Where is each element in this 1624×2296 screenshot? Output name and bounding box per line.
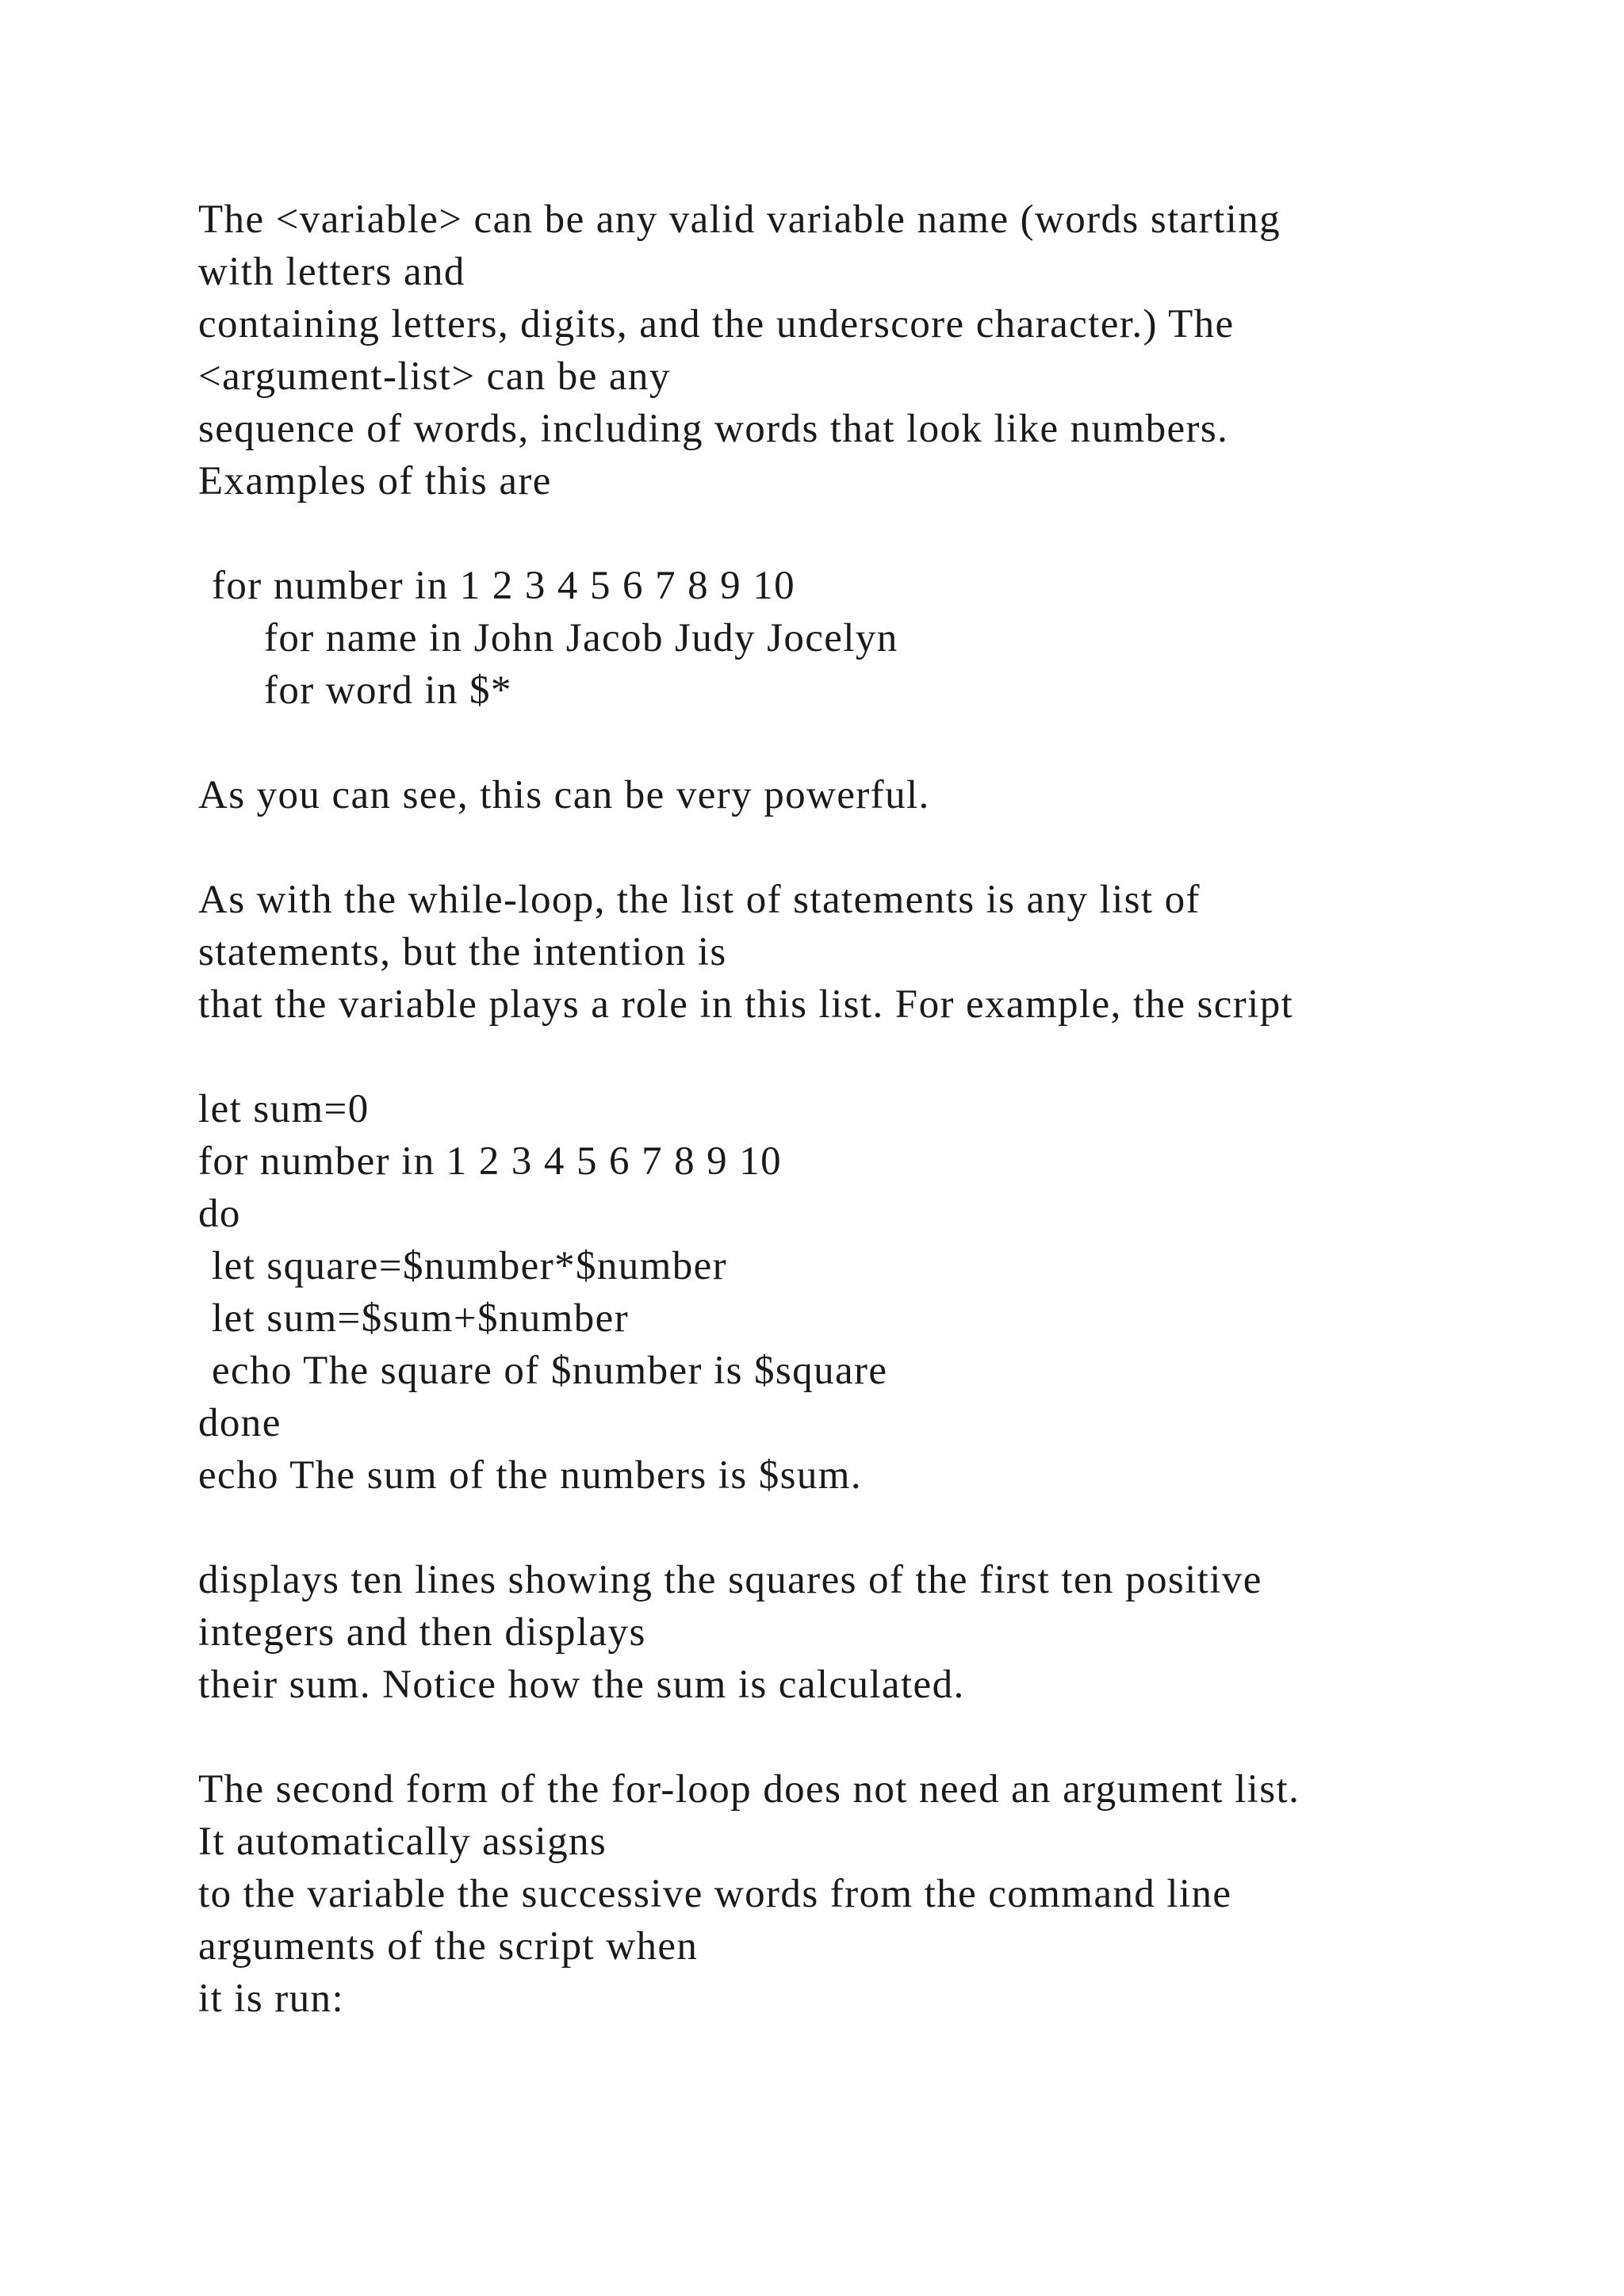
text-line: As you can see, this can be very powerful. — [198, 773, 930, 817]
script-line: echo The square of $number is $square — [212, 1349, 888, 1393]
script-line: do — [198, 1192, 241, 1236]
paragraph-second-form — [198, 1763, 1546, 2025]
paragraph-gap — [198, 1502, 1546, 1554]
paragraph-powerful — [198, 769, 1546, 821]
text-line: containing letters, digits, and the underscore character.) The — [198, 302, 1235, 346]
paragraph-gap — [198, 717, 1546, 769]
paragraph-gap — [198, 1031, 1546, 1083]
text-line: arguments of the script when — [198, 1924, 699, 1969]
text-line: Examples of this are — [198, 459, 552, 503]
document-page — [198, 193, 1546, 2025]
for-loop-examples — [198, 560, 1546, 717]
text-line: The second form of the for-loop does not need an argument list. — [198, 1767, 1300, 1812]
example-line: for word in $* — [264, 668, 512, 713]
text-line: As with the while-loop, the list of statements is any list of — [198, 878, 1201, 922]
text-line: It automatically assigns — [198, 1820, 607, 1864]
paragraph-displays — [198, 1554, 1546, 1711]
text-line: with letters and — [198, 250, 465, 294]
text-line: The <variable> can be any valid variable name (words starting — [198, 197, 1281, 242]
text-line: <argument-list> can be any — [198, 354, 671, 399]
script-line: let square=$number*$number — [212, 1244, 728, 1288]
example-line: for number in 1 2 3 4 5 6 7 8 9 10 — [212, 564, 796, 608]
paragraph-gap — [198, 1711, 1546, 1763]
script-line: echo The sum of the numbers is $sum. — [198, 1453, 863, 1498]
script-line: for number in 1 2 3 4 5 6 7 8 9 10 — [198, 1139, 783, 1184]
paragraph-while-loop — [198, 874, 1546, 1031]
text-line: their sum. Notice how the sum is calculated. — [198, 1663, 965, 1707]
text-line: displays ten lines showing the squares of the first ten positive — [198, 1558, 1262, 1602]
text-line: that the variable plays a role in this list. For example, the script — [198, 982, 1294, 1027]
paragraph-variable-definition — [198, 193, 1546, 507]
paragraph-gap — [198, 507, 1546, 560]
text-line: sequence of words, including words that look like numbers. — [198, 407, 1229, 451]
script-line: let sum=$sum+$number — [212, 1296, 630, 1341]
text-line: to the variable the successive words from the command line — [198, 1872, 1232, 1916]
paragraph-gap — [198, 821, 1546, 874]
text-line: statements, but the intention is — [198, 930, 727, 974]
example-line: for name in John Jacob Judy Jocelyn — [264, 616, 898, 660]
script-example — [198, 1083, 1546, 1502]
script-line: let sum=0 — [198, 1087, 370, 1131]
text-line: it is run: — [198, 1976, 345, 2021]
script-line: done — [198, 1401, 282, 1445]
text-line: integers and then displays — [198, 1610, 646, 1655]
